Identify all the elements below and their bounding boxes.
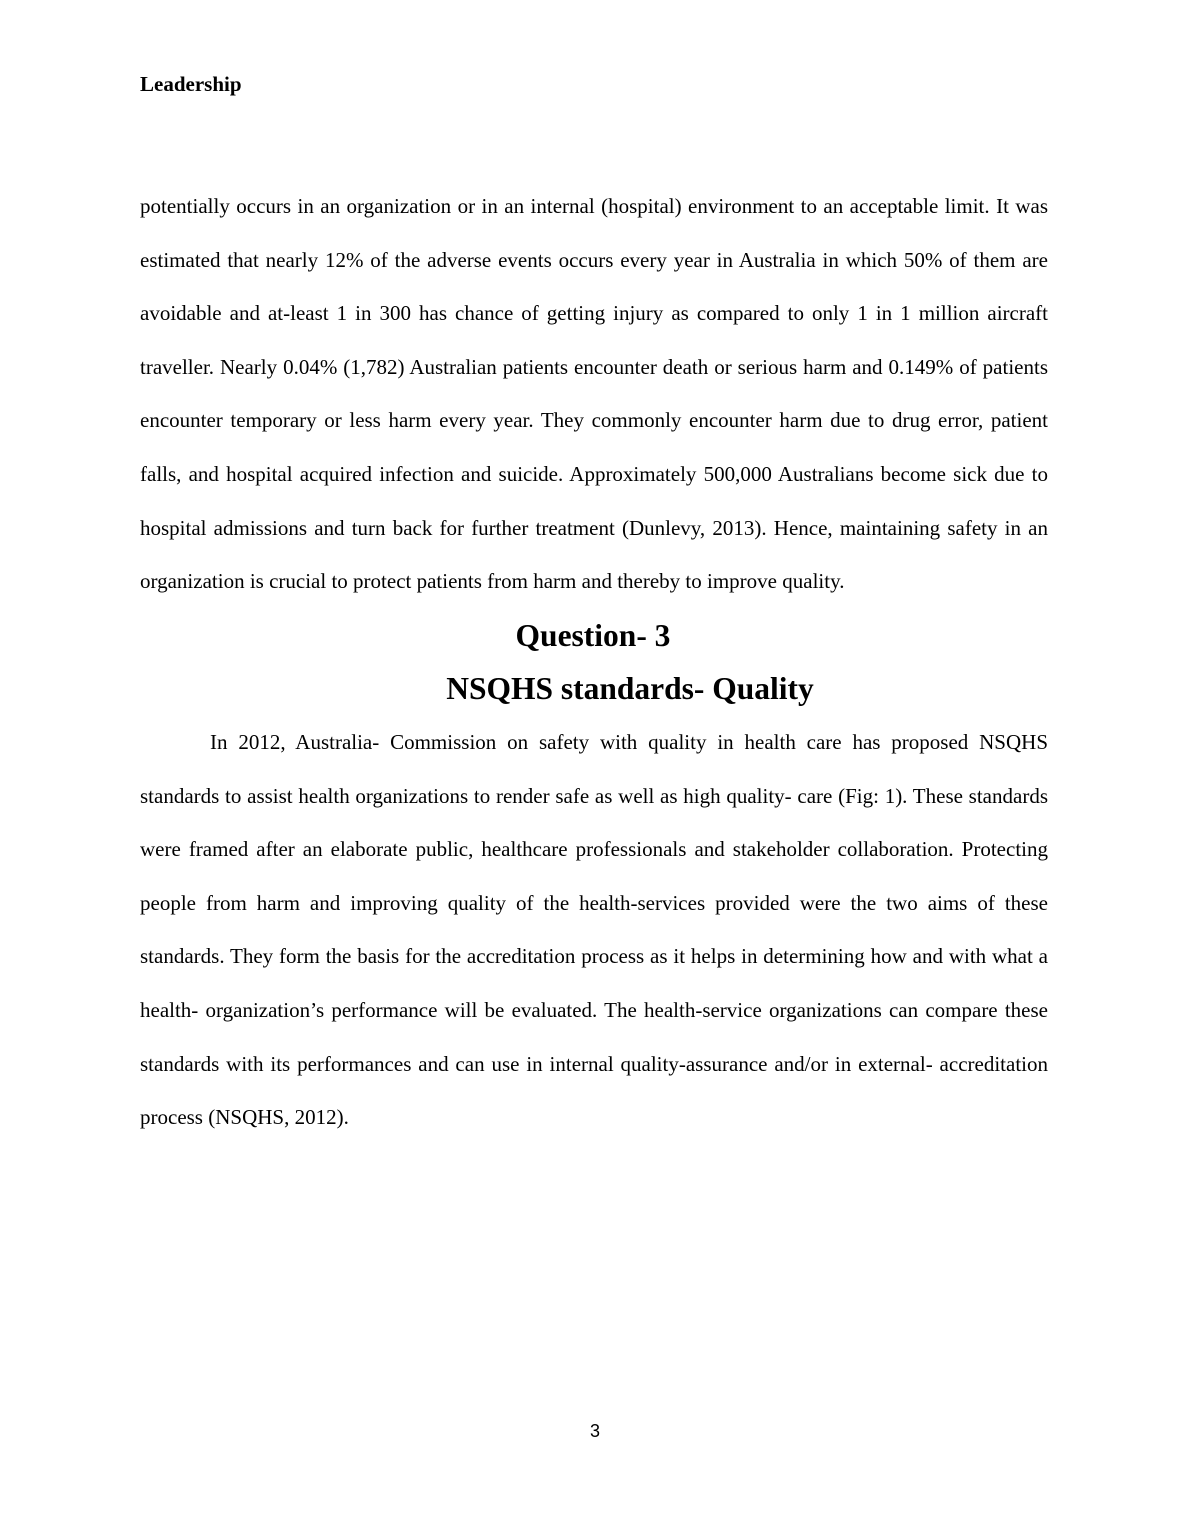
section-heading: NSQHS standards- Quality [446,671,814,707]
body-paragraph-1: potentially occurs in an organization or in an internal (hospital) environment to an acceptable limit. It was estimated that nearly 12% of the adverse events occurs every year in Australia in which 50% of them are avoidable and at-least 1 in 300 has chance of getting injury as compared to only 1 in 1 million aircraft traveller. Nearly 0.04% (1,782) Australian patients encounter death or serious harm and 0.149% of patients encounter temporary or less harm every year. They commonly encounter harm due to drug error, patient falls, and hospital acquired infection and suicide. Approximately 500,000 Australians become sick due to hospital admissions and turn back for further treatment (Dunlevy, 2013). Hence, maintaining safety in an organization is crucial to protect patients from harm and thereby to improve quality. [140,194,1048,594]
question-heading: Question- 3 [515,617,671,653]
body-paragraph-2: In 2012, Australia- Commission on safety with quality in health care has proposed NSQHS standards to assist health organizations to render safe as well as high quality- care (Fig: 1). These standards were framed after an elaborate public, healthcare professionals and stakeholder collaboration. Protecting people from harm and improving quality of the health-services provided were the two aims of these standards. They form the basis for the accreditation process as it helps in determining how and with what a health- organization’s performance will be evaluated. The health-service organizations can compare these standards with its performances and can use in internal quality-assurance and/or in external- accreditation process (NSQHS, 2012). [140,729,1048,1130]
page-number: 3 [589,1421,600,1441]
body-text [140,180,1048,1145]
running-header: Leadership [140,72,242,96]
